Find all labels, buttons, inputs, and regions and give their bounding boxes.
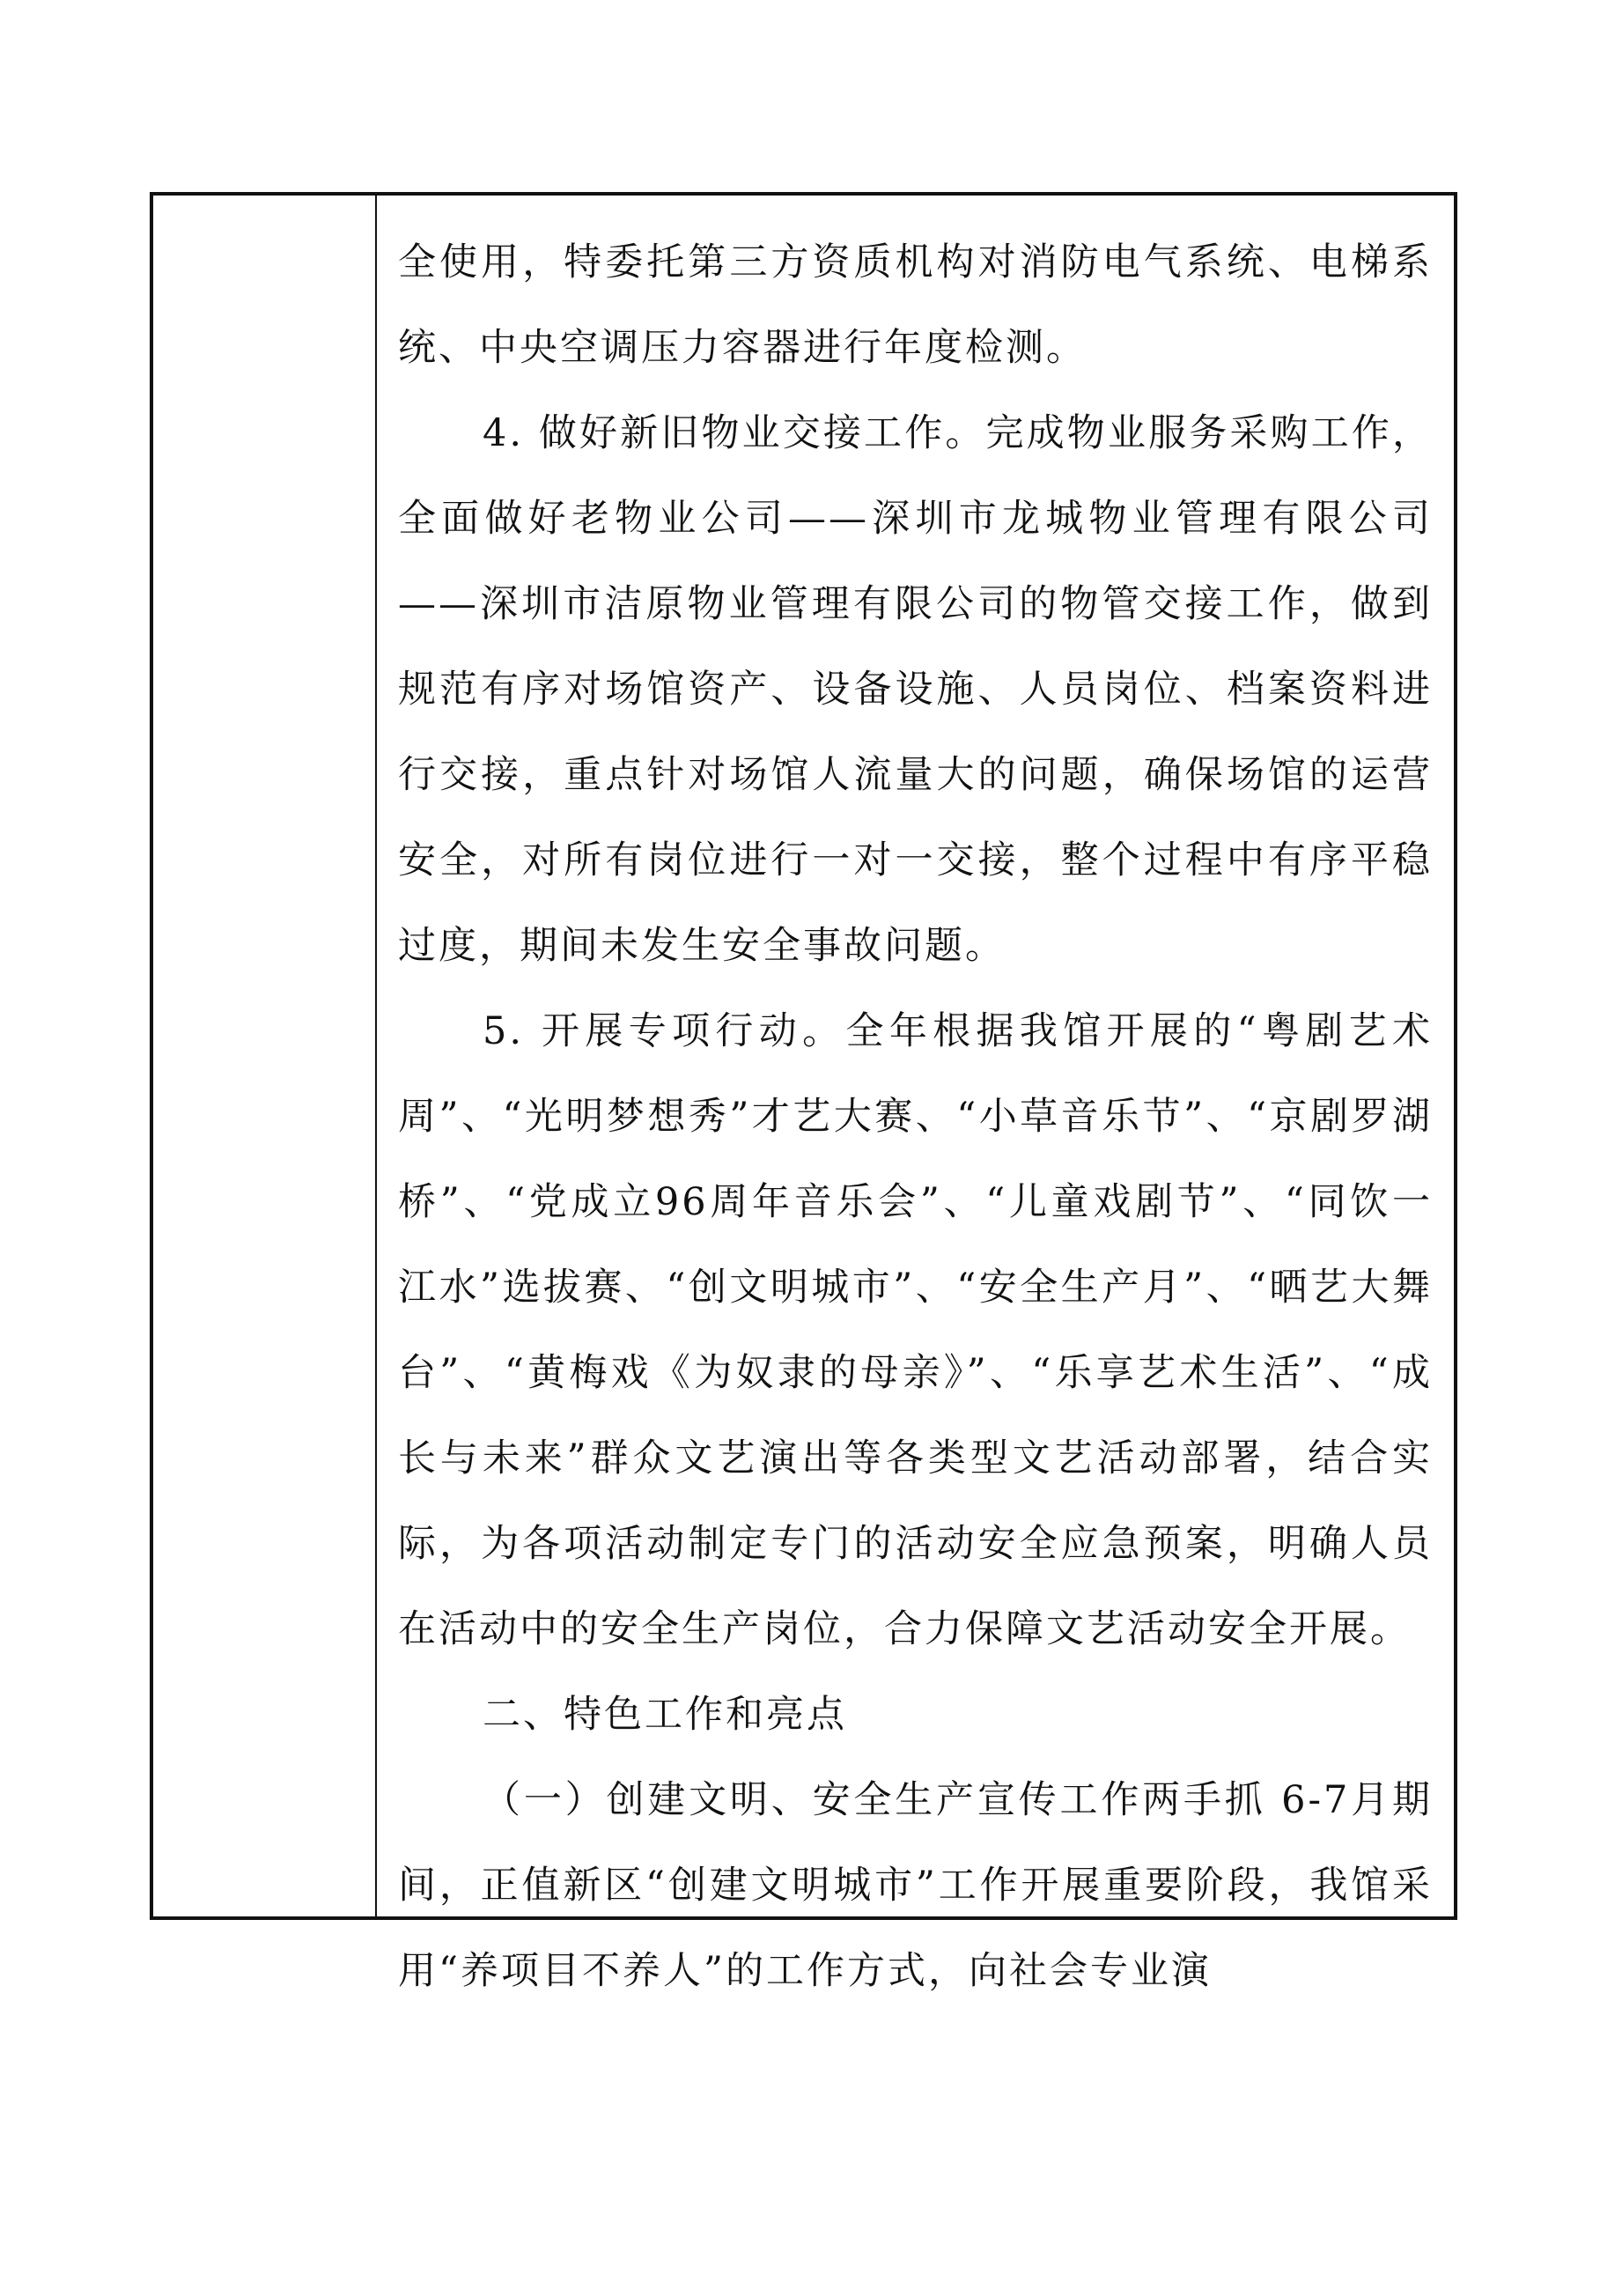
paragraph-civilization-campaign: （一）创建文明、安全生产宣传工作两手抓 6-7月期间，正值新区“创建文明城市”工作开展重要阶段，我馆采用“养项目不养人”的工作方式，向社会专业演 bbox=[398, 1778, 1433, 1993]
table-content-cell bbox=[377, 196, 1454, 1993]
section-heading-highlights: 二、特色工作和亮点 bbox=[483, 1693, 847, 1737]
table-frame bbox=[150, 192, 1457, 1993]
table-left-cell bbox=[153, 196, 377, 1916]
paragraph-property-handover: 4. 做好新旧物业交接工作。完成物业服务采购工作，全面做好老物业公司——深圳市龙城物业管理有限公司——深圳市洁原物业管理有限公司的物管交接工作，做到规范有序对场馆资产、设备设施、人员岗位、档案资料进行交接，重点针对场馆人流量大的问题，确保场馆的运营安全，对所有岗位进行一对一交接，整个过程中有序平稳过度，期间未发生安全事故问题。 bbox=[398, 411, 1433, 968]
paragraph-special-actions: 5. 开展专项行动。全年根据我馆开展的“粤剧艺术周”、“光明梦想秀”才艺大赛、“小草音乐节”、“京剧罗湖桥”、“党成立96周年音乐会”、“儿童戏剧节”、“同饮一江水”选拔赛、“创文明城市”、“安全生产月”、“晒艺大舞台”、“黄梅戏《为奴隶的母亲》”、“乐享艺术生活”、“成长与未来”群众文艺演出等各类型文艺活动部署，结合实际，为各项活动制定专门的活动安全应急预案，明确人员在活动中的安全生产岗位，合力保障文艺活动安全开展。 bbox=[398, 1009, 1433, 1651]
paragraph-safety-inspection: 全使用，特委托第三方资质机构对消防电气系统、电梯系统、中央空调压力容器进行年度检测。 bbox=[398, 240, 1433, 370]
